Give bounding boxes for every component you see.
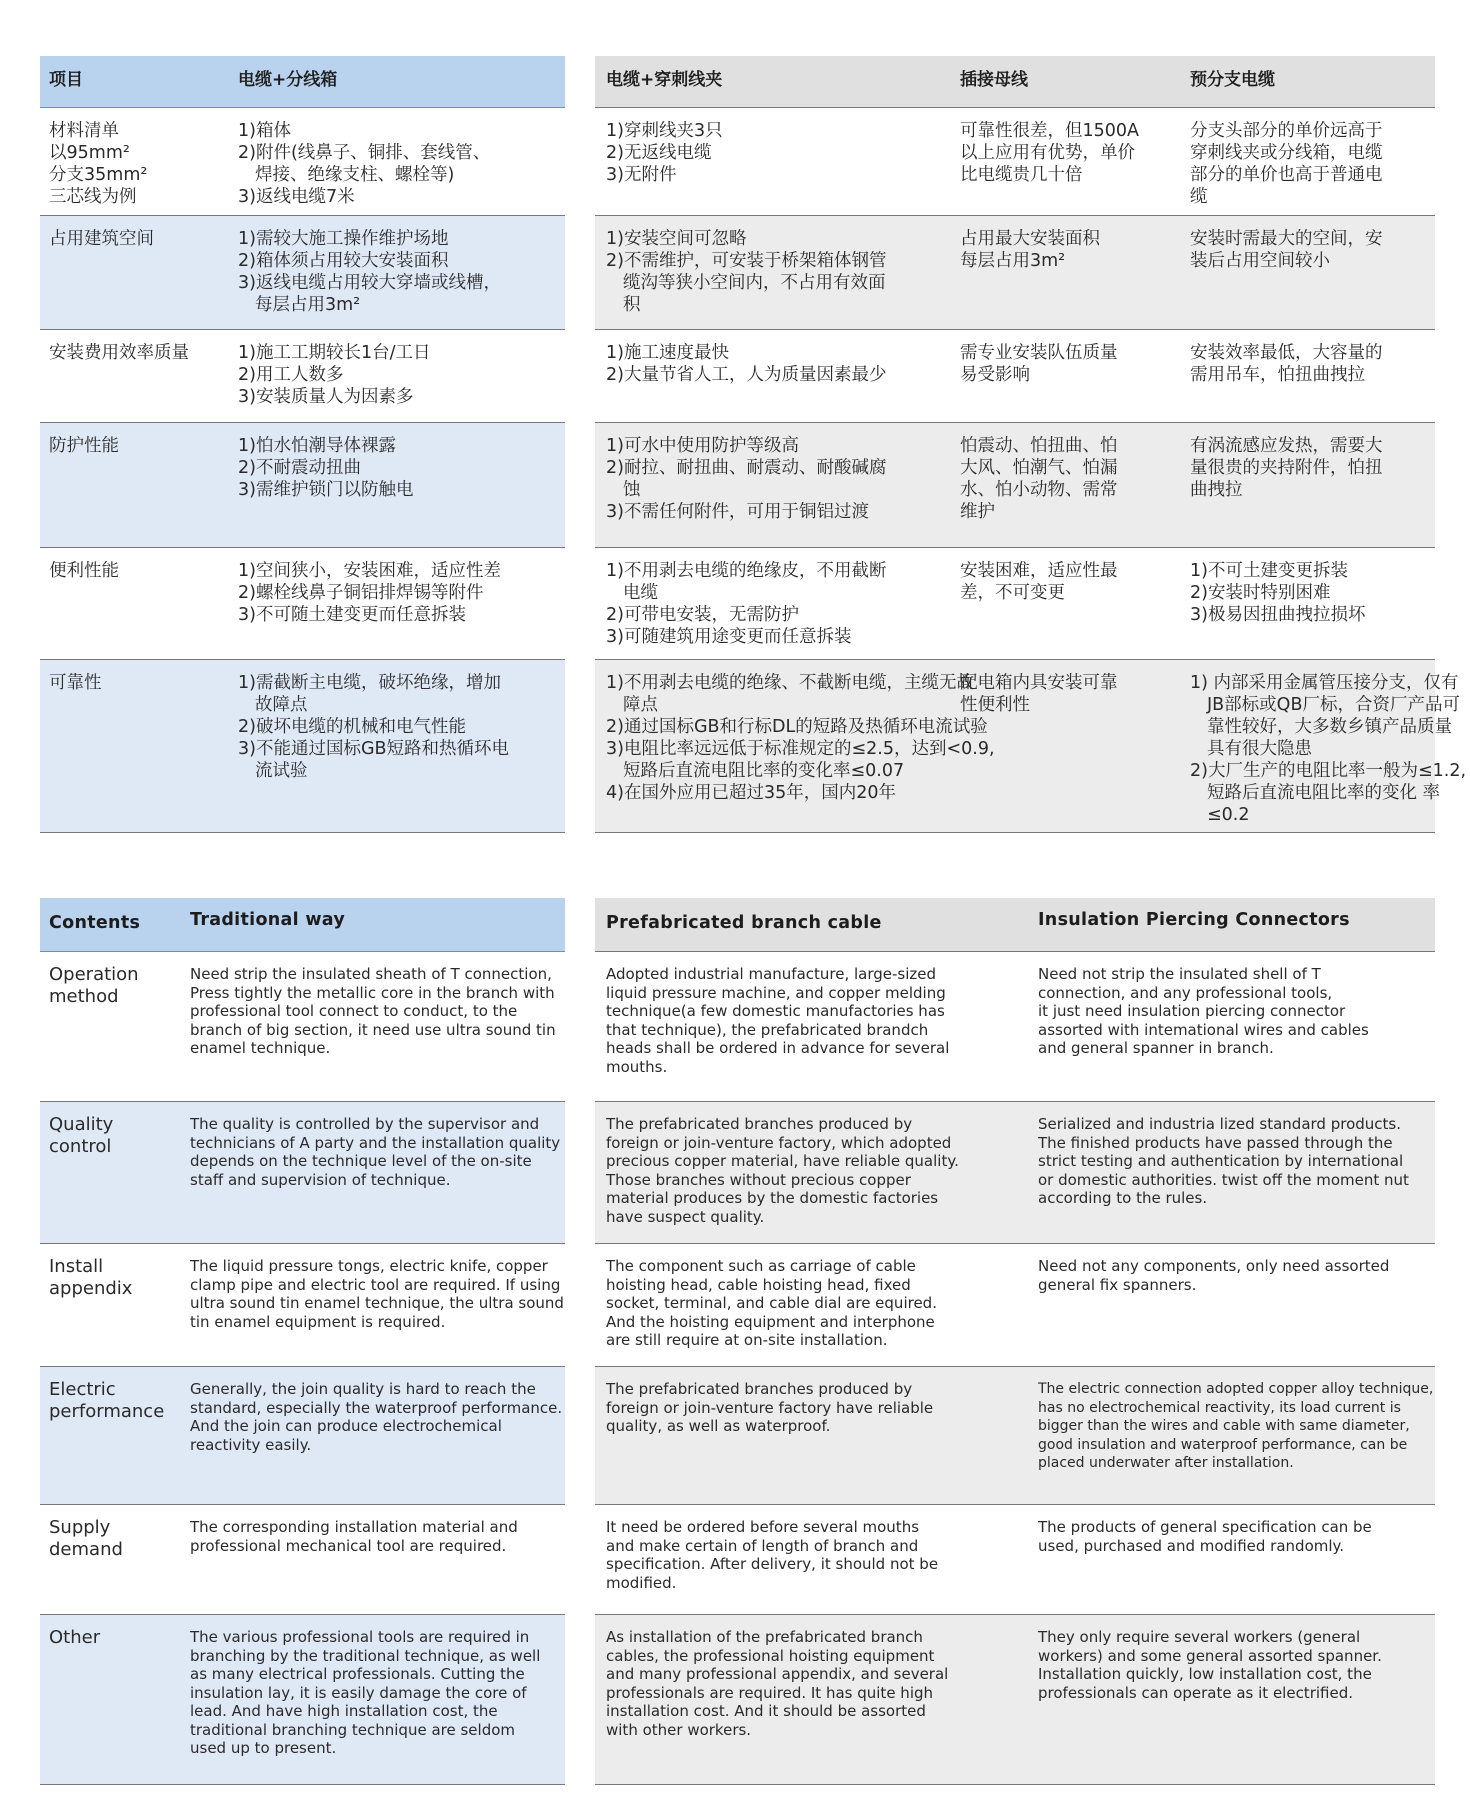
en-row-other [0, 1615, 1470, 1785]
cn-row-protection [0, 423, 1470, 548]
cn-cell-prefab-branch: 有涡流感应发热，需要大 量很贵的夹持附件，怕扭 曲拽拉 [1190, 436, 1383, 500]
en-header-traditional: Traditional way [190, 910, 346, 930]
cn-header-item: 项目 [49, 70, 83, 90]
cn-header-plug-busbar: 插接母线 [960, 70, 1028, 90]
cn-row-building-space [0, 216, 1470, 330]
cn-cell-prefab-branch: 1) 内部采用金属管压接分支，仅有 JB部标或QB厂标，合资厂产品可 靠性较好，大多数乡镇产品质量 具有很大隐患 2)大厂生产的电阻比率一般为≤1.2, 短路后直流电阻比率的变化 率 ≤0.2 [1190, 673, 1467, 825]
en-row-label: Other [49, 1627, 101, 1648]
cn-row-materials [0, 108, 1470, 216]
cn-cell-cable-box: 1)需较大施工操作维护场地 2)箱体须占用较大安装面积 3)返线电缆占用较大穿墙或线槽， 每层占用3m² [238, 229, 501, 315]
cn-header-prefab-branch: 预分支电缆 [1190, 70, 1275, 90]
en-cell-traditional: Generally, the join quality is hard to reach the standard, especially the waterproof performance. And the join can produce electrochemical reactivity easily. [190, 1380, 563, 1454]
en-cell-ipc: Need not strip the insulated shell of T connection, and any professional tools, it just need insulation piercing connector assorted with intemational wires and cables and general spanner in branch. [1038, 965, 1369, 1057]
en-cell-ipc: They only require several workers (general workers) and some general assorted spanner. Installation quickly, low installation cost, the professionals can operate as it electrified. [1038, 1628, 1382, 1702]
cn-cell-cable-box: 1)箱体 2)附件(线鼻子、铜排、套线管、 焊接、绝缘支柱、螺栓等) 3)返线电缆7米 [238, 121, 491, 207]
en-row-label: Supply demand [49, 1517, 123, 1560]
cn-cell-prefab-branch: 安装效率最低，大容量的 需用吊车，怕扭曲拽拉 [1190, 343, 1383, 385]
cn-cell-plug-busbar: 占用最大安装面积 每层占用3m² [960, 229, 1100, 271]
en-cell-prefab-cable: The component such as carriage of cable hoisting head, cable hoisting head, fixed socket, terminal, and cable dial are equired. And the hoisting equipment and interphone are still require at on-site installation. [606, 1257, 937, 1349]
en-cell-traditional: The liquid pressure tongs, electric knife, copper clamp pipe and electric tool are required. If using ultra sound tin enamel technique, the ultra sound tin enamel equipment is required. [190, 1257, 564, 1331]
cn-cell-plug-busbar: 需专业安装队伍质量 易受影响 [960, 343, 1118, 385]
en-cell-ipc: The electric connection adopted copper alloy technique, has no electrochemical reactivity, its load current is bigger than the wires and cable with same diameter, good insulation and waterproof performance, can be placed underwater after installation. [1038, 1381, 1434, 1471]
en-cell-prefab-cable: As installation of the prefabricated branch cables, the professional hoisting equipment and many professional appendix, and several professionals are required. It has quite high installation cost. And it should be assorted with other workers. [606, 1628, 949, 1739]
cn-cell-plug-busbar: 安装困难，适应性最 差，不可变更 [960, 561, 1118, 603]
cn-row-convenience [0, 548, 1470, 660]
en-row-quality-control [0, 1102, 1470, 1244]
cn-cell-piercing-clamp: 1)穿刺线夹3只 2)无返线电缆 3)无附件 [606, 121, 723, 185]
en-cell-traditional: Need strip the insulated sheath of T connection, Press tightly the metallic core in the branch with professional tool connect to conduct, to the branch of big section, it need use ultra sound tin enamel technique. [190, 965, 556, 1057]
cn-cell-plug-busbar: 可靠性很差，但1500A 以上应用有优势，单价 比电缆贵几十倍 [960, 121, 1140, 185]
cn-row-label: 防护性能 [49, 436, 119, 456]
en-cell-prefab-cable: Adopted industrial manufacture, large-sized liquid pressure machine, and copper melding technique(a few domestic manufactories has that technique), the prefabricated brandch heads shall be ordered in advance for several mouths. [606, 965, 950, 1076]
en-row-label: Install appendix [49, 1256, 133, 1299]
cn-cell-plug-busbar: 怕震动、怕扭曲、怕 大风、怕潮气、怕漏 水、怕小动物、需常 维护 [960, 436, 1118, 522]
cn-cell-plug-busbar: 配电箱内具安装可靠 性便利性 [960, 673, 1118, 715]
en-row-supply-demand [0, 1505, 1470, 1615]
en-header-contents: Contents [49, 913, 141, 933]
cn-cell-piercing-clamp: 1)安装空间可忽略 2)不需维护，可安装于桥架箱体钢管 缆沟等狭小空间内，不占用有效面 积 [606, 229, 887, 315]
en-cell-prefab-cable: The prefabricated branches produced by foreign or join-venture factory, which adopted precious copper material, have reliable quality. Those branches without precious copper material produces by the domestic factories have suspect quality. [606, 1115, 959, 1226]
en-row-label: Electric performance [49, 1379, 165, 1422]
cn-cell-piercing-clamp: 1)施工速度最快 2)大量节省人工，人为质量因素最少 [606, 343, 887, 385]
cn-row-label: 可靠性 [49, 673, 102, 693]
cn-cell-piercing-clamp: 1)不用剥去电缆的绝缘皮，不用截断 电缆 2)可带电安装，无需防护 3)可随建筑用途变更而任意拆装 [606, 561, 887, 647]
cn-row-label: 安装费用效率质量 [49, 343, 189, 363]
en-header-prefab-cable: Prefabricated branch cable [606, 913, 882, 933]
cn-cell-cable-box: 1)需截断主电缆，破坏绝缘，增加 故障点 2)破坏电缆的机械和电气性能 3)不能通过国标GB短路和热循环电 流试验 [238, 673, 510, 781]
cn-header-row [0, 56, 1470, 108]
cn-cell-cable-box: 1)空间狭小，安装困难，适应性差 2)螺栓线鼻子铜铝排焊锡等附件 3)不可随土建变更而任意拆装 [238, 561, 501, 625]
en-header-ipc: Insulation Piercing Connectors [1038, 910, 1350, 930]
cn-cell-cable-box: 1)怕水怕潮导体裸露 2)不耐震动扭曲 3)需维护锁门以防触电 [238, 436, 414, 500]
en-cell-prefab-cable: It need be ordered before several mouths and make certain of length of branch and specification. After delivery, it should not be modified. [606, 1518, 939, 1592]
cn-header-cable-box: 电缆+分线箱 [238, 70, 338, 90]
cn-row-install-cost [0, 330, 1470, 423]
cn-cell-piercing-clamp: 1)可水中使用防护等级高 2)耐拉、耐扭曲、耐震动、耐酸碱腐 蚀 3)不需任何附件，可用于铜铝过渡 [606, 436, 887, 522]
en-cell-prefab-cable: The prefabricated branches produced by foreign or join-venture factory have reliable quality, as well as waterproof. [606, 1380, 934, 1435]
cn-cell-piercing-clamp: 1)不用剥去电缆的绝缘、不截断电缆，主缆无故 障点 2)通过国标GB和行标DL的短路及热循环电流试验 3)电阻比率远远低于标准规定的≤2.5，达到<0.9, 短路后直流电阻比率的变化率≤0.07 4)在国外应用已超过35年，国内20年 [606, 673, 995, 803]
en-row-install-appendix [0, 1244, 1470, 1367]
cn-row-label: 占用建筑空间 [49, 229, 154, 249]
cn-header-piercing-clamp: 电缆+穿刺线夹 [606, 70, 723, 90]
en-row-label: Quality control [49, 1114, 114, 1157]
cn-row-reliability [0, 660, 1470, 833]
en-cell-traditional: The corresponding installation material and professional mechanical tool are required. [190, 1518, 518, 1555]
cn-row-label: 材料清单 以95mm² 分支35mm² 三芯线为例 [49, 121, 148, 207]
cn-cell-prefab-branch: 1)不可土建变更拆装 2)安装时特别困难 3)极易因扭曲拽拉损坏 [1190, 561, 1366, 625]
en-cell-traditional: The various professional tools are required in branching by the traditional technique, as well as many electrical professionals. Cutting the insulation lay, it is easily damage the core of lead. And have high installation cost, the traditional branching technique are seldom used up to present. [190, 1628, 541, 1757]
cn-row-label: 便利性能 [49, 561, 119, 581]
cn-cell-prefab-branch: 分支头部分的单价远高于 穿刺线夹或分线箱，电缆 部分的单价也高于普通电 缆 [1190, 121, 1383, 207]
en-row-electric-performance [0, 1367, 1470, 1505]
en-header-row [0, 898, 1470, 952]
cn-cell-prefab-branch: 安装时需最大的空间，安 装后占用空间较小 [1190, 229, 1383, 271]
en-row-operation-method [0, 952, 1470, 1102]
en-cell-ipc: Need not any components, only need assorted general fix spanners. [1038, 1257, 1390, 1294]
en-cell-ipc: The products of general specification can be used, purchased and modified randomly. [1038, 1518, 1372, 1555]
cn-cell-cable-box: 1)施工工期较长1台/工日 2)用工人数多 3)安装质量人为因素多 [238, 343, 431, 407]
en-row-label: Operation method [49, 964, 139, 1007]
en-cell-traditional: The quality is controlled by the supervisor and technicians of A party and the installation quality depends on the technique level of the on-site staff and supervision of technique. [190, 1115, 561, 1189]
en-cell-ipc: Serialized and industria lized standard products. The finished products have passed through the strict testing and authentication by international or domestic authorities. twist off the moment nut according to the rules. [1038, 1115, 1409, 1207]
